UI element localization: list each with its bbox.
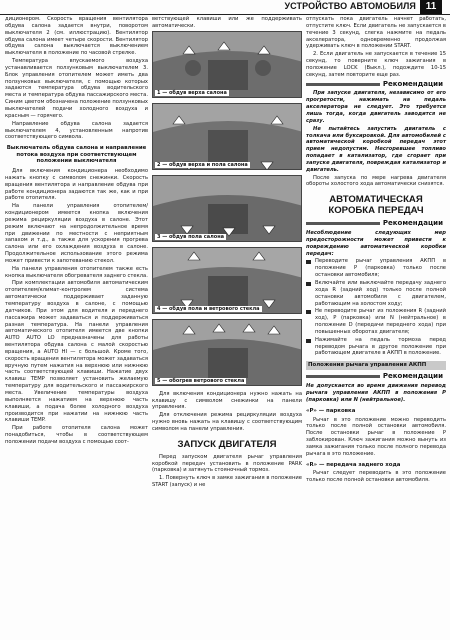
paragraph: 2. Если двигатель не запускается в течение 15 секунд, то поверните ключ зажигания в положение LOCK (Выкл.), подождите 10-15 секунд, затем повторите еще раз. — [306, 51, 446, 78]
paragraph: На панели управления отопителем также есть кнопка выключателя обогревателя заднего стекла. — [5, 265, 148, 279]
dashboard-photo-1 — [152, 31, 302, 98]
paragraph: После запуска по мере нагрева двигателя обороты холостого хода автоматически снизятся. — [306, 174, 446, 188]
paragraph: Перед запуском двигателя рычаг управления коробкой передач установить в положение PARK (парковка) и затянуть стояночный тормоз. — [152, 453, 302, 474]
paragraph: Рычаг следует переводить в это положение только после полной остановки автомобиля. — [306, 470, 446, 484]
header-rule — [0, 14, 450, 15]
paragraph: При комплектации автомобиля автоматическим отопителем/климат-контролем система автоматически поддерживает заданную температуру воздуха в салоне, с помощью датчиков. При этом для водителя и переднего пассажира может задаваться и поддерживаться разная температура. На панели управления автоматического отопителя имеется две кнопки AUTO AUTO LO предназначены для работы вентилятора обдува салона с малой скоростью вращения, а AUTO HI — с большой. Кроме того, скорость вращения вентилятора может задаваться вручную путем нажатия на верхнюю или нижнюю часть соответствующей клавиши. Нажатие двух клавиш TEMP позволяет установить желаемую температуру для водительского и пассажирского места. Увеличение температуры воздуха выполняется нажатием на верхнюю часть клавиши, а подача более холодного воздуха производится при нажатии на нижнюю часть клавиши TEMP. — [5, 280, 148, 424]
bullet-text: Включайте или выключайте передачу заднего хода R (задний ход) только после полной остановки автомобиля с двигателем, работающим на холостом ходу; — [315, 280, 446, 307]
paragraph: Направление обдува салона задается выключателем 4, установленным напротив соответствующего символа. — [5, 120, 148, 141]
dashboard-photo-5 — [152, 319, 302, 386]
dashboard-illustration — [153, 176, 302, 242]
bullet-text: Не переводите рычаг из положения R (задний ход), P (парковка) или N (нейтральное) в положение D (передачи переднего хода) при повышенных оборотах двигателя; — [315, 308, 446, 335]
bullet-square-icon — [306, 282, 311, 286]
bullet-item — [306, 280, 446, 307]
bullet-text: Нажимайте на педаль тормоза перед переводом рычага в другое положение при работающем двигателе в АКПП в положение. — [315, 336, 446, 357]
banner-rule — [306, 83, 380, 86]
banner-rule — [306, 222, 380, 225]
page-number: 11 — [420, 0, 442, 14]
recommendations-banner — [306, 81, 446, 88]
recommendations-title: Рекомендации — [382, 372, 443, 381]
column-right — [306, 16, 446, 485]
bullet-text: Переводите рычаг управления АКПП в положение P (парковка) только после остановки автомобиля; — [315, 258, 446, 279]
paragraph: Рычаг в это положение можно переводить только после полной остановки автомобиля. После остановки рычаг в положение P заблокирован. Ключ зажигания можно вынуть из замка зажигания только после полного перевода рычага в это положение. — [306, 416, 446, 457]
bullet-square-icon — [306, 310, 311, 314]
recommendations-title: Рекомендации — [382, 79, 443, 88]
paragraph: Для включения кондиционера необходимо нажать кнопку с символом снежинки. Скорость вращения вентилятора и направление обдува при работе кондиционера задаются так же, как и при работе отопителя. — [5, 167, 148, 202]
bullet-square-icon — [306, 339, 311, 343]
gear-subheading: «R» — передача заднего хода — [306, 461, 401, 468]
paragraph: Для отключения режима рециркуляции воздуха нужно вновь нажать на клавишу с соответствующим символом на панели управления. — [152, 412, 302, 432]
paragraph: ветствующей клавиши или же поддерживать автоматически. — [152, 16, 302, 29]
note-paragraph: При запуске двигателя, независимо от его прогретости, нажимать на педаль акселератора не следует. Это требуется лишь тогда, когда двигатель заводится не сразу. — [306, 90, 446, 124]
recommendations-title: Рекомендации — [382, 219, 443, 228]
gear-positions-title: Положения рычага управления АКПП — [308, 362, 427, 369]
dashboard-illustration — [153, 320, 302, 386]
bullet-item — [306, 308, 446, 335]
note-paragraph: Несоблюдение следующих мер предосторожности может привести к повреждению автоматической коробки передач: — [306, 230, 446, 257]
note-paragraph: Не допускается во время движения перевод рычага управления АКПП в положения P (парковка) или N (нейтральное). — [306, 383, 446, 403]
column-middle — [152, 16, 302, 490]
paragraph: 1. Повернуть ключ в замке зажигания в положение START (запуск) и не — [152, 475, 302, 489]
figure-caption: 1 — обдув верха салона — [157, 89, 227, 96]
dashboard-illustration — [153, 248, 302, 314]
dashboard-illustration — [153, 104, 302, 170]
gear-positions-bar — [306, 361, 446, 370]
section-heading: ЗАПУСК ДВИГАТЕЛЯ — [177, 438, 277, 450]
figure-caption: 4 — обдув пола и ветрового стекла — [157, 305, 260, 312]
section-title: УСТРОЙСТВО АВТОМОБИЛЯ — [284, 1, 416, 11]
bullet-item — [306, 258, 446, 279]
dashboard-photo-3 — [152, 175, 302, 242]
page-header — [0, 0, 450, 15]
recommendations-banner — [306, 373, 446, 380]
dashboard-photo-2 — [152, 103, 302, 170]
paragraph: Для включения кондиционера нужно нажать на клавишу с символом снежинки на панели управления. — [152, 390, 302, 411]
recommendations-banner — [306, 220, 446, 227]
paragraph: Температура впускаемого воздуха устанавливается ползунковым выключателем 3. Блок управления отопителем может иметь два ползунковых выключателя, с помощью которых задаются температура обдува водительского места и температура обдува пассажирского места. Синим цветом обозначена положение ползунковых выключателей подачи холодного воздуха и красным — горячего. — [5, 58, 148, 119]
dashboard-illustration — [153, 32, 302, 98]
paragraph: отпускать пока двигатель начнет работать, отпустите ключ. Если двигатель не запускается в течение 3 секунд, слегка нажмите на педаль акселератора, одновременно продолжая удерживать ключ в положении START. — [306, 16, 446, 50]
subsection-heading: Выключатель обдува салона и направление потока воздуха при соответствующем положении выключателя — [6, 145, 147, 165]
figure-caption: 5 — обогрев ветрового стекла — [157, 377, 245, 384]
banner-rule — [306, 375, 380, 378]
gear-subheading: «P» — парковка — [306, 407, 356, 414]
bullet-square-icon — [306, 260, 311, 264]
column-left — [5, 16, 148, 447]
note-paragraph: Не пытайтесь запустить двигатель с толкача или буксировкой. Для автомобилей с автоматической коробкой передач этот прием недопустим. Несгоревшее топливо попадает в катализатор, где сгорает при запуске двигателя, повреждая катализатор и двигатель. — [306, 125, 446, 173]
section-heading: АВТОМАТИЧЕСКАЯ КОРОБКА ПЕРЕДАЧ — [328, 194, 424, 217]
dashboard-photo-4 — [152, 247, 302, 314]
paragraph: При работе отопителя салона может понадобиться, чтобы в соответствующем положении подачи воздуха с помощью соот- — [5, 425, 148, 445]
figure-caption: 2 — обдув верха и пола салона — [157, 161, 248, 168]
paragraph: На панели управления отопителем/кондиционером имеется кнопка включения режима рециркуляции воздуха в салоне. Этот режим включают на непродолжительное время при движении по местности с неприятным запахом и т.д., а также для ускорения прогрева салона или его охлаждения воздуха в салоне. Продолжительное использование этого режима может привести к запотеванию стекол. — [5, 203, 148, 264]
bullet-item — [306, 337, 446, 358]
paragraph: диционером. Скорость вращения вентилятора обдува салона задается внутри, поворотом выключателя 2 (см. иллюстрацию). Вентилятор обдува салона имеет четыре скорости. Вентилятор обдува салона выключается выключением выключателя в положение по часовой стрелке. — [5, 16, 148, 57]
figure-caption: 3 — обдув пола салона — [157, 233, 225, 240]
